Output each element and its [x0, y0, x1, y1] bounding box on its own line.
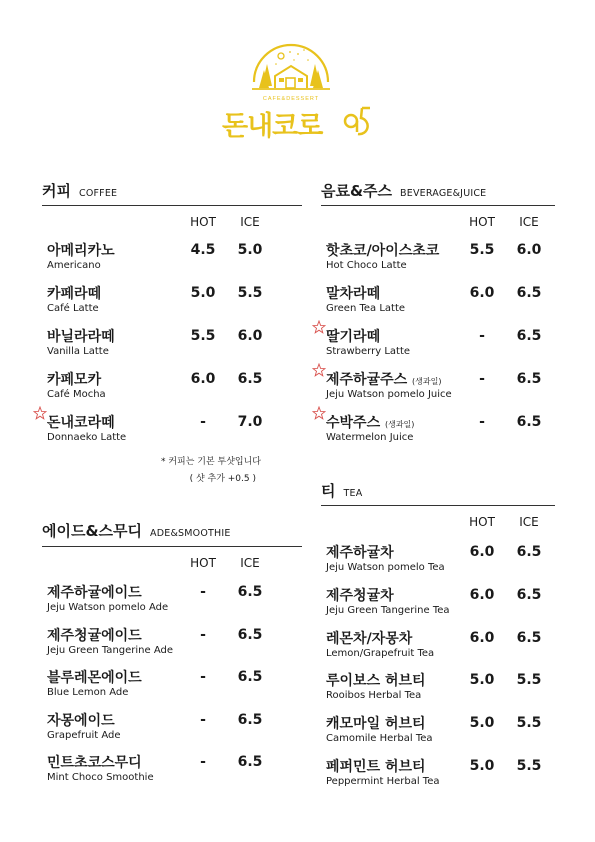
menu-item — [321, 670, 555, 710]
menu-item-name-ko: 제주하귤차 — [326, 545, 394, 561]
coffee-section-title — [42, 180, 117, 201]
menu-item-name-en: Watermelon Juice — [326, 432, 414, 443]
ade-hot-header: HOT — [190, 556, 216, 570]
menu-item-ice-price: 6.5 — [237, 626, 263, 643]
menu-item-ice-price: 6.5 — [516, 586, 542, 603]
menu-item — [42, 326, 302, 366]
menu-item-name-ko: 카페라떼 — [47, 286, 102, 302]
menu-item-ice-price: 6.5 — [237, 669, 263, 685]
menu-item-name-ko: 말차라떼 — [326, 286, 381, 302]
tea-section — [321, 480, 555, 800]
beverage-section — [321, 180, 555, 460]
tea-divider — [321, 505, 555, 506]
menu-item — [42, 240, 302, 280]
menu-item-name-en: Vanilla Latte — [47, 346, 109, 357]
menu-item-name-en: Donnaeko Latte — [47, 432, 127, 443]
star-icon — [312, 320, 326, 334]
menu-item-ice-price: 6.5 — [516, 414, 542, 430]
menu-item-name-en: Lemon/Grapefruit Tea — [326, 647, 435, 659]
menu-item — [321, 713, 555, 753]
menu-item-name-en: Jeju Watson pomelo Juice — [326, 389, 452, 400]
brand-title: 돈내코로 — [222, 111, 323, 142]
menu-item-note: (생과일) — [384, 420, 415, 429]
tea-ice-header: ICE — [519, 515, 539, 529]
tea-section-title — [321, 480, 362, 501]
coffee-note-line1: * 커피는 기본 투샷입니다 — [160, 457, 261, 467]
menu-item-name-ko: 수박주스 (생과일) — [326, 415, 415, 431]
menu-item-hot-price: - — [200, 711, 206, 728]
menu-item-name-en: Jeju Watson pomelo Tea — [326, 562, 445, 573]
menu-item-name-en: Americano — [47, 260, 101, 271]
menu-item-ice-price: 5.5 — [516, 672, 542, 689]
menu-item — [42, 283, 302, 323]
menu-item-hot-price: 6.0 — [469, 629, 495, 646]
cafe-house-logo-icon — [248, 42, 334, 104]
menu-item-ice-price: 6.5 — [237, 711, 263, 728]
coffee-title-en: COFFEE — [78, 188, 118, 199]
menu-item-name-en: Café Latte — [47, 303, 99, 314]
menu-item-name-ko: 딸기라떼 — [326, 329, 381, 345]
beverage-section-title — [321, 180, 486, 201]
logo-tagline: CAFE&DESSERT — [262, 96, 320, 102]
menu-item-hot-price: 6.0 — [190, 371, 216, 387]
menu-item-name-en: Jeju Green Tangerine Tea — [326, 604, 450, 616]
ade-ice-header: ICE — [240, 556, 260, 570]
menu-item-hot-price: 6.0 — [469, 586, 495, 603]
menu-item-hot-price: 5.0 — [469, 758, 495, 774]
menu-item — [321, 283, 555, 323]
menu-item-name-ko: 돈내코라떼 — [47, 415, 115, 431]
menu-item-name-en: Rooibos Herbal Tea — [326, 690, 422, 702]
menu-item — [42, 412, 302, 452]
menu-item-hot-price: - — [200, 669, 206, 685]
menu-item — [42, 667, 302, 707]
menu-item-ice-price: 6.5 — [237, 584, 263, 600]
menu-item-name-ko: 제주하귤주스 (생과일) — [326, 372, 442, 388]
menu-item-name-en: Blue Lemon Ade — [47, 687, 129, 698]
menu-item-name-en: Jeju Watson pomelo Ade — [47, 602, 169, 613]
beverage-hot-header: HOT — [469, 215, 495, 229]
menu-item — [321, 240, 555, 280]
menu-item-hot-price: 5.0 — [469, 672, 495, 689]
beverage-title-en: BEVERAGE&JUICE — [400, 188, 487, 199]
menu-item-hot-price: 6.0 — [469, 544, 495, 560]
menu-item — [321, 756, 555, 796]
menu-item — [42, 710, 302, 750]
menu-item-name-en: Hot Choco Latte — [326, 260, 407, 271]
menu-item-hot-price: 5.5 — [190, 328, 216, 344]
menu-item-hot-price: 5.0 — [469, 715, 495, 732]
menu-item-name-ko: 레몬차/자몽차 — [326, 630, 413, 647]
menu-item-name-ko: 제주청귤에이드 — [47, 627, 142, 644]
menu-item-ice-price: 5.5 — [237, 285, 263, 301]
menu-item-hot-price: - — [479, 328, 485, 344]
menu-item-name-en: Peppermint Herbal Tea — [326, 776, 440, 787]
menu-item-ice-price: 6.5 — [516, 371, 542, 387]
menu-item — [321, 628, 555, 668]
ade-title-ko: 에이드&스무디 — [42, 522, 143, 540]
menu-item-hot-price: - — [200, 414, 206, 430]
menu-item — [321, 326, 555, 366]
menu-item-name-en: Camomile Herbal Tea — [326, 733, 433, 745]
menu-item-hot-price: - — [200, 584, 206, 600]
menu-item-hot-price: - — [200, 626, 206, 643]
menu-item-ice-price: 6.5 — [516, 328, 542, 344]
menu-item-name-ko: 카페모카 — [47, 372, 102, 388]
tea-title-ko: 티 — [321, 482, 336, 500]
menu-item — [321, 542, 555, 582]
star-icon — [312, 406, 326, 420]
menu-item-name-en: Grapefruit Ade — [47, 729, 121, 741]
menu-item-name-ko: 루이보스 허브티 — [326, 673, 426, 690]
coffee-title-ko: 커피 — [42, 182, 71, 200]
coffee-note-line2: ( 샷 추가 +0.5 ) — [189, 474, 256, 484]
menu-item-ice-price: 6.5 — [237, 371, 263, 387]
menu-item-hot-price: - — [479, 371, 485, 387]
beverage-divider — [321, 205, 555, 206]
menu-item-ice-price: 6.0 — [516, 242, 542, 258]
menu-item-hot-price: 4.5 — [190, 242, 216, 258]
menu-item — [321, 369, 555, 409]
menu-item-name-ko: 민트초코스무디 — [47, 755, 142, 771]
coffee-section — [42, 180, 302, 484]
menu-item-name-ko: 제주하귤에이드 — [47, 585, 142, 601]
menu-item-name-en: Mint Choco Smoothie — [47, 772, 154, 783]
menu-item — [42, 752, 302, 792]
menu-item-name-ko: 페퍼민트 허브티 — [326, 759, 426, 775]
menu-item-ice-price: 6.0 — [237, 328, 263, 344]
menu-item-name-ko: 바닐라라떼 — [47, 329, 115, 345]
menu-item-name-en: Café Mocha — [47, 389, 106, 400]
tea-title-en: TEA — [343, 488, 363, 499]
menu-item-name-ko: 캐모마일 허브티 — [326, 716, 426, 733]
coffee-ice-header: ICE — [240, 215, 260, 229]
star-icon — [33, 406, 47, 420]
menu-item — [321, 412, 555, 452]
menu-item — [42, 369, 302, 409]
brand-name — [222, 100, 362, 146]
beverage-ice-header: ICE — [519, 215, 539, 229]
menu-item-name-en: Green Tea Latte — [326, 303, 406, 314]
menu-item-hot-price: - — [479, 414, 485, 430]
menu-item — [42, 582, 302, 622]
coffee-shot-note — [161, 454, 261, 488]
ade-section-title — [42, 520, 231, 541]
menu-item-ice-price: 5.5 — [516, 758, 542, 774]
menu-item-name-ko: 아메리카노 — [47, 243, 115, 259]
menu-item-name-ko: 핫초코/아이스초코 — [326, 243, 440, 259]
menu-item-hot-price: 5.5 — [469, 242, 495, 258]
menu-item-ice-price: 6.5 — [237, 754, 263, 770]
menu-item-name-en: Strawberry Latte — [326, 346, 411, 357]
menu-item-name-ko: 자몽에이드 — [47, 712, 115, 729]
coffee-divider — [42, 205, 302, 206]
coffee-hot-header: HOT — [190, 215, 216, 229]
tea-hot-header: HOT — [469, 515, 495, 529]
menu-item-ice-price: 5.0 — [237, 242, 263, 258]
menu-item-ice-price: 6.5 — [516, 629, 542, 646]
menu-item-name-ko: 블루레몬에이드 — [47, 670, 142, 686]
menu-item-name-ko: 제주청귤차 — [326, 587, 394, 604]
ade-divider — [42, 546, 302, 547]
ade-section — [42, 520, 302, 800]
menu-item — [42, 625, 302, 665]
menu-item-ice-price: 6.5 — [516, 285, 542, 301]
menu-item-ice-price: 7.0 — [237, 414, 263, 430]
brand-95-icon — [342, 104, 374, 140]
menu-item-ice-price: 5.5 — [516, 715, 542, 732]
ade-title-en: ADE&SMOOTHIE — [150, 528, 231, 539]
menu-item-note: (생과일) — [412, 377, 442, 386]
beverage-title-ko: 음료&주스 — [321, 182, 393, 200]
menu-item-hot-price: 5.0 — [190, 285, 216, 301]
menu-item-ice-price: 6.5 — [516, 544, 542, 560]
menu-item-hot-price: - — [200, 754, 206, 770]
star-icon — [312, 363, 326, 377]
menu-item-name-en: Jeju Green Tangerine Ade — [47, 644, 174, 656]
menu-item-hot-price: 6.0 — [469, 285, 495, 301]
menu-item — [321, 585, 555, 625]
